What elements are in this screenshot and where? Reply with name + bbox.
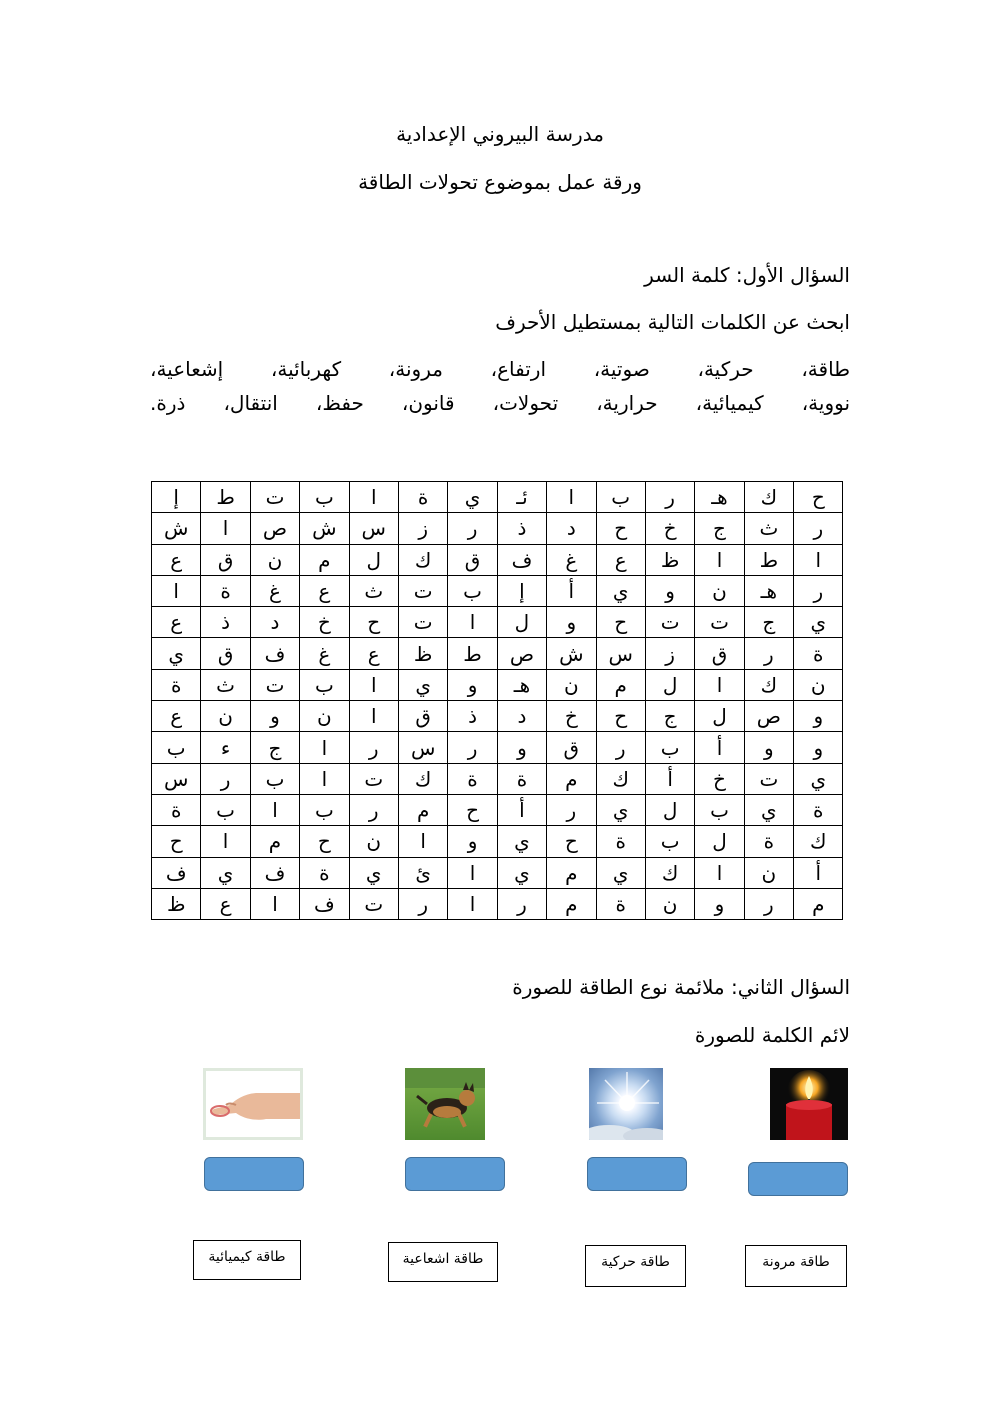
grid-cell[interactable]: ص — [497, 638, 546, 669]
grid-cell[interactable]: و — [794, 732, 843, 763]
grid-cell[interactable]: ي — [596, 575, 645, 606]
grid-cell[interactable]: ر — [398, 888, 447, 919]
grid-cell[interactable]: ا — [695, 669, 744, 700]
grid-cell[interactable]: ح — [596, 607, 645, 638]
grid-cell[interactable]: ا — [300, 732, 349, 763]
grid-cell[interactable]: ي — [497, 826, 546, 857]
grid-cell[interactable]: و — [547, 607, 596, 638]
grid-cell[interactable]: ج — [250, 732, 299, 763]
grid-cell[interactable]: ب — [250, 763, 299, 794]
grid-cell[interactable]: أ — [695, 732, 744, 763]
grid-cell[interactable]: ك — [596, 763, 645, 794]
grid-cell[interactable]: ة — [201, 575, 250, 606]
word-item: قانون، — [401, 391, 455, 415]
grid-cell[interactable]: ا — [349, 482, 398, 513]
grid-cell[interactable]: ن — [645, 888, 694, 919]
grid-cell[interactable]: و — [448, 826, 497, 857]
grid-cell[interactable]: ي — [596, 857, 645, 888]
grid-cell[interactable]: خ — [547, 701, 596, 732]
grid-cell[interactable]: ع — [300, 575, 349, 606]
rubber-band-hand-image — [203, 1068, 303, 1140]
grid-cell[interactable]: ي — [497, 857, 546, 888]
grid-row — [152, 794, 843, 825]
grid-cell[interactable]: ث — [349, 575, 398, 606]
grid-cell[interactable]: ظ — [645, 544, 694, 575]
grid-cell[interactable]: ع — [152, 544, 201, 575]
grid-cell[interactable]: ن — [695, 575, 744, 606]
grid-cell[interactable]: ا — [448, 888, 497, 919]
grid-cell[interactable]: ح — [152, 826, 201, 857]
grid-cell[interactable]: ي — [794, 607, 843, 638]
grid-cell[interactable]: ل — [695, 826, 744, 857]
grid-cell[interactable]: ر — [794, 575, 843, 606]
grid-cell[interactable]: ت — [744, 763, 793, 794]
grid-row — [152, 482, 843, 513]
grid-cell[interactable]: ة — [152, 669, 201, 700]
grid-cell[interactable]: ل — [497, 607, 546, 638]
label-chemical-energy[interactable]: طاقة كيميائية — [193, 1240, 301, 1280]
grid-cell[interactable]: م — [596, 669, 645, 700]
grid-row — [152, 763, 843, 794]
grid-cell[interactable]: إ — [152, 482, 201, 513]
grid-cell[interactable]: أ — [547, 575, 596, 606]
grid-cell[interactable]: غ — [547, 544, 596, 575]
grid-cell[interactable]: ل — [349, 544, 398, 575]
word-item: صوتية، — [593, 357, 650, 381]
word-item: كيميائية، — [695, 391, 764, 415]
grid-cell[interactable]: ا — [695, 857, 744, 888]
grid-cell[interactable]: هـ — [497, 669, 546, 700]
grid-cell[interactable]: خ — [300, 607, 349, 638]
grid-cell[interactable]: و — [645, 575, 694, 606]
grid-cell[interactable]: ز — [398, 513, 447, 544]
grid-row — [152, 732, 843, 763]
grid-cell[interactable]: و — [794, 701, 843, 732]
word-item: طاقة، — [801, 357, 851, 381]
grid-cell[interactable]: ج — [744, 607, 793, 638]
grid-cell[interactable]: ر — [596, 732, 645, 763]
grid-cell[interactable]: ذ — [201, 607, 250, 638]
grid-cell[interactable]: ا — [448, 857, 497, 888]
grid-cell[interactable]: ظ — [398, 638, 447, 669]
grid-cell[interactable]: ة — [448, 763, 497, 794]
grid-cell[interactable]: ح — [349, 607, 398, 638]
grid-cell[interactable]: ي — [448, 482, 497, 513]
grid-cell[interactable]: ب — [645, 826, 694, 857]
grid-cell[interactable]: ر — [448, 732, 497, 763]
grid-cell[interactable]: ث — [744, 513, 793, 544]
grid-cell[interactable]: ق — [547, 732, 596, 763]
grid-row — [152, 669, 843, 700]
grid-cell[interactable]: ق — [448, 544, 497, 575]
grid-cell[interactable]: ع — [152, 607, 201, 638]
grid-cell[interactable]: ا — [349, 701, 398, 732]
grid-cell[interactable]: خ — [645, 513, 694, 544]
grid-cell[interactable]: م — [547, 857, 596, 888]
question2-title: السؤال الثاني: ملائمة نوع الطاقة للصورة — [512, 975, 850, 999]
school-name: مدرسة البيروني الإعدادية — [396, 122, 604, 146]
grid-cell[interactable]: و — [497, 732, 546, 763]
grid-cell[interactable]: س — [596, 638, 645, 669]
grid-cell[interactable]: ج — [645, 701, 694, 732]
question1-title: السؤال الأول: كلمة السر — [644, 263, 850, 287]
grid-cell[interactable]: س — [152, 763, 201, 794]
grid-cell[interactable]: ذ — [448, 701, 497, 732]
word-item: مرونة، — [388, 357, 443, 381]
grid-cell[interactable]: ت — [349, 763, 398, 794]
grid-cell[interactable]: ن — [547, 669, 596, 700]
grid-cell[interactable]: ك — [744, 482, 793, 513]
grid-cell[interactable]: ت — [645, 607, 694, 638]
answer-slot-candle[interactable] — [748, 1162, 848, 1196]
grid-cell[interactable]: ق — [398, 701, 447, 732]
grid-cell[interactable]: ف — [300, 888, 349, 919]
grid-cell[interactable]: ا — [794, 544, 843, 575]
grid-cell[interactable]: ة — [744, 826, 793, 857]
grid-cell[interactable]: ث — [201, 669, 250, 700]
grid-cell[interactable]: ر — [448, 513, 497, 544]
grid-cell[interactable]: ا — [448, 607, 497, 638]
grid-cell[interactable]: ة — [152, 794, 201, 825]
grid-cell[interactable]: ي — [744, 794, 793, 825]
grid-cell[interactable]: ب — [300, 482, 349, 513]
grid-cell[interactable]: و — [695, 888, 744, 919]
word-item: حركية، — [697, 357, 754, 381]
grid-cell[interactable]: ر — [645, 482, 694, 513]
word-item: حفظ، — [315, 391, 364, 415]
grid-cell[interactable]: ل — [645, 669, 694, 700]
grid-row — [152, 638, 843, 669]
grid-cell[interactable]: ط — [201, 482, 250, 513]
grid-cell[interactable]: و — [744, 732, 793, 763]
grid-cell[interactable]: ق — [695, 638, 744, 669]
grid-cell[interactable]: ا — [250, 794, 299, 825]
grid-cell[interactable]: غ — [300, 638, 349, 669]
grid-cell[interactable]: ع — [349, 638, 398, 669]
grid-cell[interactable]: أ — [497, 794, 546, 825]
grid-cell[interactable]: ئ — [398, 857, 447, 888]
grid-cell[interactable]: ك — [398, 763, 447, 794]
grid-cell[interactable]: أ — [645, 763, 694, 794]
answer-slot-hand[interactable] — [204, 1157, 304, 1191]
grid-cell[interactable]: ب — [300, 794, 349, 825]
grid-cell[interactable]: د — [497, 701, 546, 732]
grid-cell[interactable]: ك — [645, 857, 694, 888]
grid-cell[interactable]: ت — [398, 575, 447, 606]
word-item: تحولات، — [492, 391, 559, 415]
grid-cell[interactable]: ب — [152, 732, 201, 763]
grid-cell[interactable]: ط — [744, 544, 793, 575]
grid-cell[interactable]: م — [300, 544, 349, 575]
grid-cell[interactable]: ر — [744, 638, 793, 669]
grid-cell[interactable]: ا — [201, 826, 250, 857]
grid-cell[interactable]: ف — [250, 638, 299, 669]
grid-cell[interactable]: ك — [794, 826, 843, 857]
grid-cell[interactable]: ة — [596, 826, 645, 857]
grid-cell[interactable]: م — [794, 888, 843, 919]
grid-row — [152, 575, 843, 606]
grid-cell[interactable]: ب — [695, 794, 744, 825]
grid-cell[interactable]: م — [398, 794, 447, 825]
grid-cell[interactable]: ح — [448, 794, 497, 825]
grid-cell[interactable]: ء — [201, 732, 250, 763]
word-item: نووية، — [801, 391, 851, 415]
grid-cell[interactable]: غ — [250, 575, 299, 606]
grid-cell[interactable]: ب — [448, 575, 497, 606]
grid-cell[interactable]: ف — [152, 857, 201, 888]
grid-cell[interactable]: ر — [349, 732, 398, 763]
grid-cell[interactable]: ر — [349, 794, 398, 825]
grid-cell[interactable]: ت — [398, 607, 447, 638]
word-item: كهربائية، — [270, 357, 342, 381]
grid-row — [152, 857, 843, 888]
grid-row — [152, 826, 843, 857]
grid-cell[interactable]: ش — [547, 638, 596, 669]
grid-cell[interactable]: س — [398, 732, 447, 763]
grid-cell[interactable]: ب — [596, 482, 645, 513]
grid-cell[interactable]: ح — [547, 826, 596, 857]
worksheet-title: ورقة عمل بموضوع تحولات الطاقة — [358, 170, 642, 194]
grid-cell[interactable]: ا — [250, 888, 299, 919]
grid-cell[interactable]: ح — [596, 513, 645, 544]
grid-cell[interactable]: ر — [744, 888, 793, 919]
grid-cell[interactable]: ت — [349, 888, 398, 919]
grid-cell[interactable]: ظ — [152, 888, 201, 919]
grid-row — [152, 607, 843, 638]
question1-instruction: ابحث عن الكلمات التالية بمستطيل الأحرف — [495, 310, 850, 334]
grid-cell[interactable]: هـ — [695, 482, 744, 513]
sun-image — [589, 1068, 663, 1140]
grid-cell[interactable]: م — [547, 888, 596, 919]
grid-cell[interactable]: ك — [398, 544, 447, 575]
grid-cell[interactable]: ص — [744, 701, 793, 732]
grid-cell[interactable]: ب — [645, 732, 694, 763]
grid-cell[interactable]: خ — [695, 763, 744, 794]
grid-cell[interactable]: ب — [201, 794, 250, 825]
grid-cell[interactable]: ت — [250, 669, 299, 700]
grid-cell[interactable]: ر — [794, 513, 843, 544]
grid-cell[interactable]: ف — [250, 857, 299, 888]
grid-cell[interactable]: ل — [645, 794, 694, 825]
grid-row — [152, 544, 843, 575]
grid-cell[interactable]: هـ — [744, 575, 793, 606]
grid-cell[interactable]: ج — [695, 513, 744, 544]
grid-cell[interactable]: ي — [794, 763, 843, 794]
grid-cell[interactable]: ش — [300, 513, 349, 544]
grid-row — [152, 701, 843, 732]
grid-cell[interactable]: ع — [152, 701, 201, 732]
grid-cell[interactable]: ي — [349, 857, 398, 888]
grid-cell[interactable]: ر — [547, 794, 596, 825]
answer-slot-dog[interactable] — [405, 1157, 505, 1191]
word-item: حرارية، — [596, 391, 658, 415]
candle-image — [770, 1068, 848, 1140]
grid-cell[interactable]: ز — [645, 638, 694, 669]
grid-cell[interactable]: ي — [152, 638, 201, 669]
word-list-line2 — [150, 391, 850, 415]
grid-cell[interactable]: ت — [695, 607, 744, 638]
grid-cell[interactable]: ي — [398, 669, 447, 700]
label-elastic-energy[interactable]: طاقة مرونة — [745, 1245, 847, 1287]
grid-cell[interactable]: ا — [695, 544, 744, 575]
grid-cell[interactable]: ل — [695, 701, 744, 732]
grid-cell[interactable]: ن — [250, 544, 299, 575]
grid-cell[interactable]: ص — [250, 513, 299, 544]
grid-cell[interactable]: ن — [794, 669, 843, 700]
grid-cell[interactable]: س — [349, 513, 398, 544]
grid-cell[interactable]: ن — [201, 701, 250, 732]
label-kinetic-energy[interactable]: طاقة حركية — [585, 1245, 686, 1287]
grid-cell[interactable]: ي — [201, 857, 250, 888]
grid-row — [152, 513, 843, 544]
grid-cell[interactable]: ح — [794, 482, 843, 513]
grid-cell[interactable]: ق — [201, 638, 250, 669]
grid-cell[interactable]: ة — [398, 482, 447, 513]
grid-cell[interactable]: م — [547, 763, 596, 794]
question2-instruction: لائم الكلمة للصورة — [694, 1023, 850, 1047]
grid-cell[interactable]: و — [250, 701, 299, 732]
answer-slot-sun[interactable] — [587, 1157, 687, 1191]
label-radiant-energy[interactable]: طاقة اشعاعية — [388, 1242, 498, 1282]
grid-row — [152, 888, 843, 919]
grid-cell[interactable]: ة — [497, 763, 546, 794]
grid-cell[interactable]: ئـ — [497, 482, 546, 513]
grid-cell[interactable]: ة — [596, 888, 645, 919]
grid-cell[interactable]: ق — [201, 544, 250, 575]
grid-cell[interactable]: إ — [497, 575, 546, 606]
word-item: ارتفاع، — [490, 357, 547, 381]
grid-cell[interactable]: د — [250, 607, 299, 638]
grid-cell[interactable]: ي — [596, 794, 645, 825]
grid-cell[interactable]: ة — [794, 794, 843, 825]
word-item: ذرة. — [150, 391, 186, 415]
word-item: انتقال، — [223, 391, 278, 415]
grid-cell[interactable]: ب — [300, 669, 349, 700]
grid-cell[interactable]: ا — [547, 482, 596, 513]
grid-cell[interactable]: ا — [152, 575, 201, 606]
grid-cell[interactable]: ة — [794, 638, 843, 669]
grid-cell[interactable]: و — [448, 669, 497, 700]
word-list-line1 — [150, 357, 850, 381]
grid-cell[interactable]: ح — [300, 826, 349, 857]
grid-cell[interactable]: ن — [349, 826, 398, 857]
grid-cell[interactable]: ن — [744, 857, 793, 888]
grid-cell[interactable]: ع — [596, 544, 645, 575]
word-search-grid — [151, 481, 843, 920]
grid-cell[interactable]: ة — [300, 857, 349, 888]
grid-cell[interactable]: ا — [349, 669, 398, 700]
grid-cell[interactable]: ع — [201, 888, 250, 919]
running-dog-image — [405, 1068, 485, 1140]
grid-cell[interactable]: ذ — [497, 513, 546, 544]
grid-cell[interactable]: ا — [300, 763, 349, 794]
grid-cell[interactable]: ا — [398, 826, 447, 857]
grid-cell[interactable]: م — [250, 826, 299, 857]
grid-cell[interactable]: ح — [596, 701, 645, 732]
word-item: إشعاعية، — [150, 357, 224, 381]
grid-cell[interactable]: ك — [744, 669, 793, 700]
grid-cell[interactable]: ط — [448, 638, 497, 669]
grid-cell[interactable]: د — [547, 513, 596, 544]
grid-cell[interactable]: ر — [497, 888, 546, 919]
grid-cell[interactable]: ر — [201, 763, 250, 794]
grid-cell[interactable]: ا — [201, 513, 250, 544]
grid-cell[interactable]: ف — [497, 544, 546, 575]
grid-cell[interactable]: ن — [300, 701, 349, 732]
grid-cell[interactable]: ش — [152, 513, 201, 544]
grid-cell[interactable]: ت — [250, 482, 299, 513]
grid-cell[interactable]: أ — [794, 857, 843, 888]
